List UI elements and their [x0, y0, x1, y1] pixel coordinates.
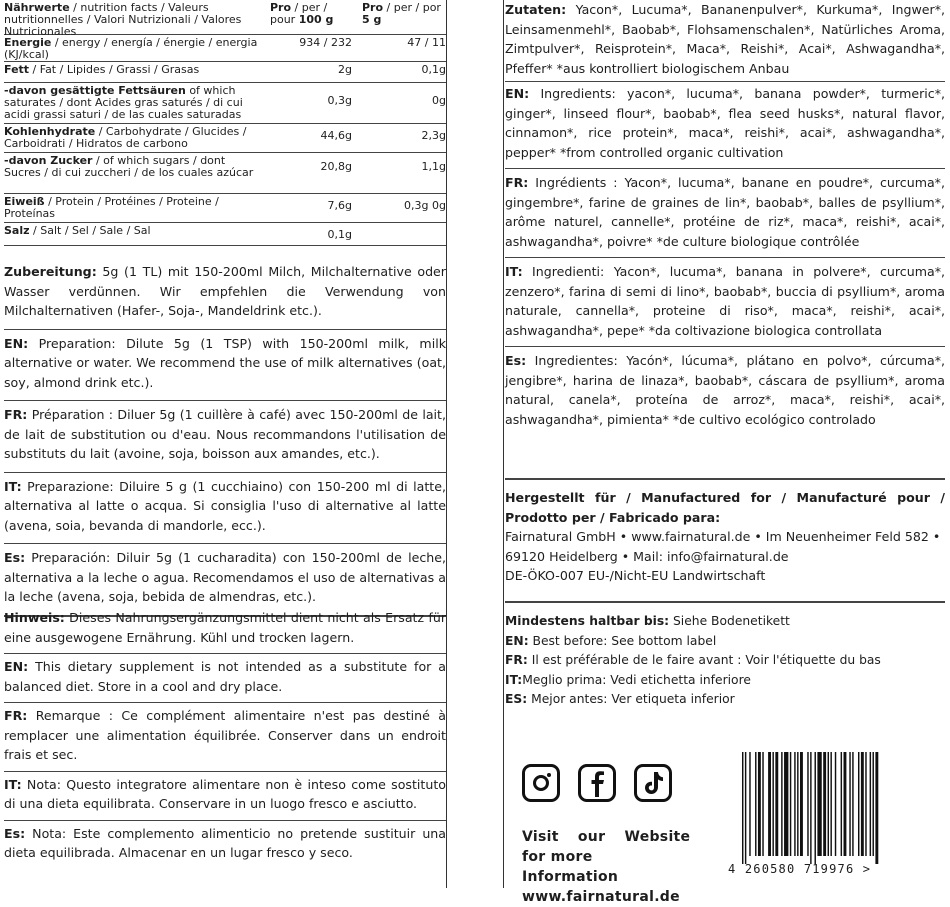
value-100g: 44,6g [320, 129, 352, 142]
barcode-bar [745, 752, 746, 864]
social-icons [522, 764, 672, 802]
website-link[interactable]: www.fairnatural.de [522, 889, 680, 905]
preparation-en: EN: Preparation: Dilute 5g (1 TSP) with 150-200ml milk, milk alternative or water. We recommend the use of milk alternatives (oat, soy, almond drink etc.). [4, 335, 446, 390]
barcode-bar [784, 752, 788, 856]
barcode-bar [852, 752, 853, 856]
preparation-it: IT: Preparazione: Diluire 5 g (1 cucchiaino) con 150-200 ml di latte, alternativa al latte o acqua. Si consiglia l'uso di alternative al latte (avena, soia, bevanda di mandorle, ecc.). [4, 478, 446, 533]
ingredients-section [505, 0, 945, 429]
barcode-bar [828, 752, 829, 856]
value-5g: 0g [432, 94, 446, 107]
barcode-bar [762, 752, 763, 856]
value-5g: 2,3g [421, 129, 446, 142]
barcode-bar [794, 752, 795, 856]
divider [505, 81, 945, 82]
barcode-bar [775, 752, 778, 856]
divider [4, 702, 446, 703]
divider [505, 601, 945, 603]
value-100g: 934 / 232 [299, 36, 352, 49]
ingredients-fr: FR: Ingrédients : Yacon*, lucuma*, banane en poudre*, curcuma*, gingembre*, farine de graines de lin*, baobab*, balles de psyllium*, arôme naturel, cannelle*, protéine de riz*, maca*, reishi*, acai*, ashwagandha*, poivre* *de culture biologique contrôlée [505, 175, 945, 249]
notice-fr: FR: Remarque : Ce complément alimentaire n'est pas destiné à remplacer une alimentation équilibrée. Conserver dans un endroit frais et sec. [4, 708, 446, 762]
nutrition-row-saturates: -davon gesättigte Fettsäuren of which saturates / dont Acides gras saturés / di cui acidi grassi saturi / de las cuales saturadas 0,3g 0g [4, 83, 446, 124]
ingredients-it: IT: Ingredienti: Yacon*, lucuma*, banana in polvere*, curcuma*, zenzero*, farina di semi di lino*, baobab*, buccia di psyllium*, aroma naturale, cannella*, proteine di riso*, maca*, reishi*, acai*, ashwagandha*, pepe* *da coltivazione biologica controllata [505, 264, 945, 338]
barcode-bar [844, 752, 847, 856]
divider [505, 478, 945, 480]
barcode-bar [817, 752, 821, 856]
best-before-de: Mindestens haltbar bis: Siehe Bodenetikett [505, 614, 790, 628]
value-100g: 0,3g [327, 94, 352, 107]
value-100g: 0,1g [327, 228, 352, 241]
divider [4, 472, 446, 473]
barcode-bar [841, 752, 842, 856]
column-divider-left [446, 0, 447, 888]
preparation-de: Zubereitung: 5g (1 TL) mit 150-200ml Milch, Milchalternative oder Wasser verdünnen. Wir empfehlen die Verwendung von Milchalternativen (Hafer-, Soja-, Mandeldrink etc.). [4, 264, 446, 318]
divider [4, 329, 446, 330]
nutrition-row-energy: Energie / energy / energía / énergie / energia (KJ/kcal) 934 / 232 47 / 11 [4, 36, 446, 61]
barcode-bar [758, 752, 761, 856]
manufacturer-section [505, 488, 945, 586]
barcode-bars [728, 752, 940, 864]
column-divider-right [503, 0, 504, 888]
barcode-bar [800, 752, 803, 856]
nutrition-table [4, 0, 446, 246]
preparation-fr: FR: Préparation : Diluer 5g (1 cuillère à café) avec 150-200ml de lait, de lait de substitution ou d'eau. Nous recommandons l'utilisation de substituts du lait (avoine, soja, boisson aux amandes, etc.). [4, 407, 446, 461]
best-before-it: IT:Meglio prima: Vedi etichetta inferiore [505, 672, 751, 687]
barcode-digits: 4 260580 719976 > [728, 862, 872, 876]
divider [4, 400, 446, 401]
barcode-bar [781, 752, 782, 856]
barcode-bar [865, 752, 866, 856]
barcode-bar [772, 752, 773, 856]
barcode-bar [875, 752, 878, 864]
facebook-icon[interactable] [578, 764, 616, 802]
barcode-bar [742, 752, 743, 864]
notice-section [4, 608, 446, 863]
barcode-bar [873, 752, 874, 856]
notice-es: Es: Nota: Este complemento alimenticio no pretende sustituir una dieta equilibrada. Almacenar en un lugar fresco y seco. [4, 825, 446, 860]
barcode-bar [823, 752, 826, 856]
barcode-bar [810, 752, 811, 864]
value-100g: 20,8g [320, 160, 352, 173]
left-column [4, 0, 446, 860]
manufacturer-address: Fairnatural GmbH • www.fairnatural.de • Im Neuenheimer Feld 582 • 69120 Heidelberg • Mail: info@fairnatural.de [505, 529, 941, 564]
instagram-icon[interactable] [522, 764, 560, 802]
barcode-bar [870, 752, 871, 856]
barcode-bar [835, 752, 836, 856]
value-5g: 0,1g [421, 63, 446, 76]
best-before-en: EN: Best before: See bottom label [505, 633, 717, 648]
divider [505, 257, 945, 258]
barcode [728, 752, 940, 884]
visit-line-1: Visit our Website [522, 829, 691, 845]
value-5g: 1,1g [421, 160, 446, 173]
best-before-section [505, 612, 945, 710]
divider [4, 820, 446, 821]
preparation-es: Es: Preparación: Diluir 5g (1 cucharadita) con 150-200ml de leche, alternativa a la leche o agua. Recomendamos el uso de alternativas a la leche (avena, soja, bebida de almendras, etc.). [4, 550, 446, 604]
value-5g: 47 / 11 [407, 36, 446, 49]
barcode-bar [830, 752, 831, 856]
nutrition-row-salt: Salz / Salt / Sel / Sale / Sal 0,1g [4, 223, 446, 246]
organic-certification: DE-ÖKO-007 EU-/Nicht-EU Landwirtschaft [505, 568, 766, 583]
best-before-fr: FR: Il est préférable de le faire avant : Voir l'étiquette du bas [505, 653, 881, 667]
barcode-bar [849, 752, 850, 856]
barcode-bar [807, 752, 808, 856]
nutrition-row-sugars: -davon Zucker / of which sugars / dont Sucres / di cui zuccheri / de los cuales azúcar 20,8g 1,1g [4, 153, 446, 194]
col-per-5g: Pro / per / por 5 g [362, 1, 441, 26]
nutrition-row-fat: Fett / Fat / Lipides / Grassi / Grasas 2g 0,1g [4, 62, 446, 83]
barcode-bar [749, 752, 750, 856]
ingredients-de: Zutaten: Yacon*, Lucuma*, Bananenpulver*, Kurkuma*, Ingwer*, Leinsamenmehl*, Baobab*, Flohsamenschalen*, Natürliches Aroma, Zimtpulver*, Reisprotein*, Maca*, Reishi*, Acai*, Ashwagandha*, Pfeffer* *aus kontrolliert biologischem Anbau [505, 2, 945, 76]
ingredients-en: EN: Ingredients: yacon*, lucuma*, banana powder*, turmeric*, ginger*, linseed flour*, baobab*, flea seed husks*, natural flavor, cinnamon*, rice protein*, maca*, reishi*, acai*, ashwagandha*, pepper* *from controlled organic cultivation [505, 86, 945, 160]
barcode-bar [858, 752, 859, 856]
barcode-bar [755, 752, 756, 856]
barcode-bar [790, 752, 791, 856]
notice-de: Hinweis: Dieses Nahrungsergänzungsmittel dient nicht als Ersatz für eine ausgewogene Ernährung. Kühl und trocken lagern. [4, 610, 446, 645]
barcode-bar [815, 752, 816, 864]
divider [505, 168, 945, 169]
value-5g [358, 225, 446, 243]
visit-line-2: for more Information [522, 849, 619, 885]
barcode-bar [861, 752, 864, 856]
nutrition-row-protein: Eiweiß / Protein / Protéines / Proteine / Proteínas 7,6g 0,3g 0g [4, 194, 446, 223]
divider [4, 653, 446, 654]
divider [4, 543, 446, 544]
tiktok-icon[interactable] [634, 764, 672, 802]
notice-it: IT: Nota: Questo integratore alimentare non è inteso come sostituto di una dieta equilibrata. Conservare in un luogo fresco e asciutto. [4, 776, 446, 811]
barcode-bar [768, 752, 771, 856]
divider [505, 346, 945, 347]
visit-website-block [522, 827, 692, 907]
manufacturer-label: Hergestellt für / Manufactured for / Manufacturé pour / Prodotto per / Fabricado para: [505, 490, 945, 525]
barcode-bar [797, 752, 798, 856]
notice-en: EN: This dietary supplement is not intended as a substitute for a balanced diet. Store in a cool and dry place. [4, 659, 446, 694]
divider [4, 771, 446, 772]
value-100g: 7,6g [327, 199, 352, 212]
col-per-100g: Pro / per / pour 100 g [270, 1, 334, 26]
nutrition-header: Nährwerte / nutrition facts / Valeurs nutritionnelles / Valori Nutrizionali / Valores Nutricionales Pro / per / pour 100 g Pro / per / por 5 g [4, 0, 446, 35]
best-before-es: ES: Mejor antes: Ver etiqueta inferior [505, 692, 735, 706]
value-100g: 2g [338, 63, 352, 76]
nutrition-header-title: Nährwerte [4, 1, 70, 14]
nutrition-row-carbs: Kohlenhydrate / Carbohydrate / Glucides / Carboidrati / Hidratos de carbono 44,6g 2,3g [4, 124, 446, 153]
value-5g: 0,3g 0g [404, 199, 446, 212]
preparation-section [4, 262, 446, 617]
ingredients-es: Es: Ingredientes: Yacón*, lúcuma*, plátano en polvo*, cúrcuma*, jengibre*, harina de linaza*, baobab*, cáscara de psyllium*, aroma natural, canela*, proteína de arroz*, maca*, reishi*, acai*, ashwagandha*, pimienta* *de cultivo ecológico controlado [505, 353, 945, 427]
